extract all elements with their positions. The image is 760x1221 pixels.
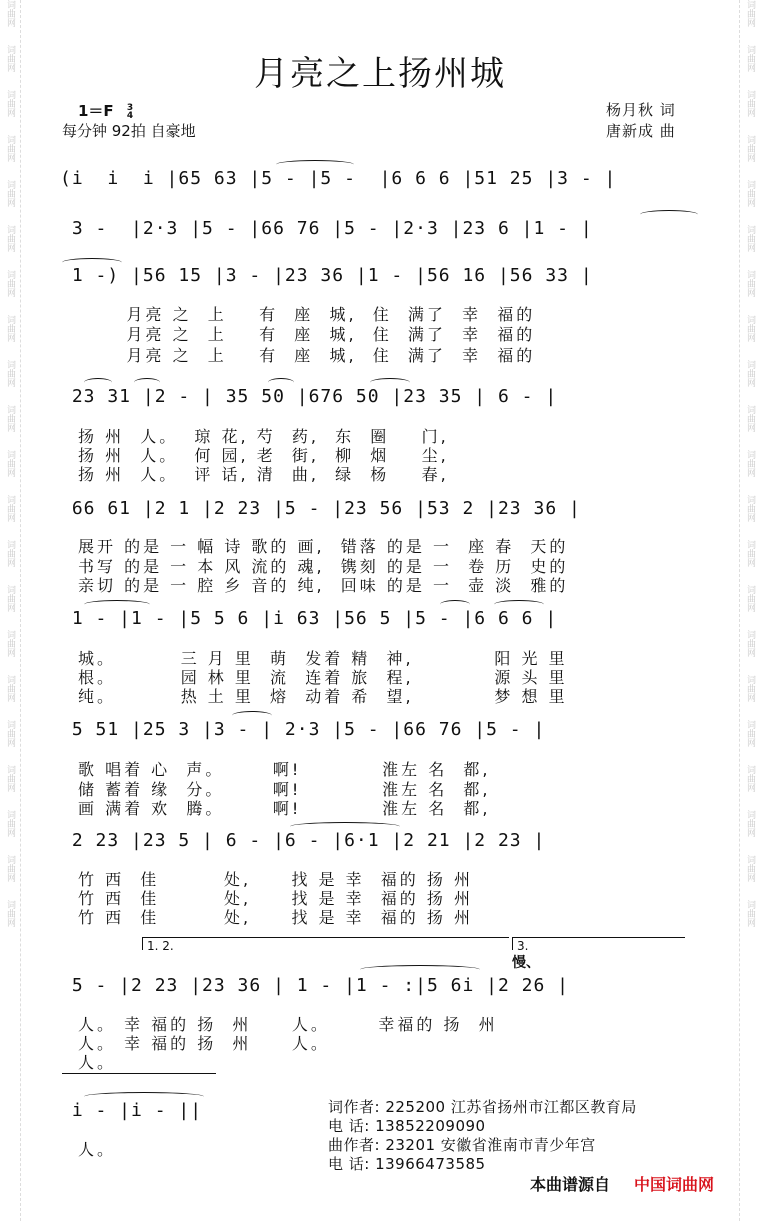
- lyric-row: 竹 西 佳 处, 找 是 幸 福的 扬 州: [78, 908, 473, 927]
- lyricist: 杨月秋 词: [606, 101, 676, 119]
- watermark-mark: 词曲网: [745, 450, 755, 477]
- lyric-row: 书写 的是 一 本 风 流的 魂, 镌刻 的是 一 卷 历 史的: [78, 557, 569, 576]
- notation-row: 5 - |2 23 |23 36 | 1 - |1 - :|5 6i |2 26 |: [60, 975, 569, 996]
- lyric-row: 人。 幸 福的 扬 州 人。 幸福的 扬 州: [78, 1015, 498, 1034]
- watermark-mark: 词曲网: [5, 0, 15, 27]
- watermark-mark: 词曲网: [5, 45, 15, 72]
- contact-info: [328, 1098, 637, 1174]
- meter-bottom: 4: [126, 110, 134, 121]
- lyric-row: 纯。 热 土 里 熔 动着 希 望, 梦 想 里: [78, 687, 568, 706]
- slur: [268, 378, 294, 387]
- notation-row: 3 - |2·3 |5 - |66 76 |5 - |2·3 |23 6 |1 - |: [60, 218, 593, 239]
- slur: [84, 1092, 204, 1101]
- watermark-mark: 词曲网: [5, 540, 15, 567]
- watermark-mark: 词曲网: [5, 495, 15, 522]
- slur: [84, 600, 150, 609]
- source-brand-link[interactable]: 中国词曲网: [634, 1175, 715, 1194]
- watermark-mark: 词曲网: [745, 495, 755, 522]
- watermark-mark: 词曲网: [5, 720, 15, 747]
- watermark-mark: 词曲网: [745, 0, 755, 27]
- lyric-row: 月亮 之 上 有 座 城, 住 满了 幸 福的: [78, 305, 536, 324]
- watermark-mark: 词曲网: [745, 720, 755, 747]
- slur: [640, 210, 698, 219]
- notation-row: 1 - |1 - |5 5 6 |i 63 |56 5 |5 - |6 6 6 |: [60, 608, 558, 629]
- composer-contact: 曲作者: 23201 安徽省淮南市青少年宫: [328, 1136, 596, 1154]
- watermark-mark: 词曲网: [745, 135, 755, 162]
- volta-third-ending: 3.: [512, 937, 685, 950]
- watermark-mark: 词曲网: [5, 405, 15, 432]
- song-title: 月亮之上扬州城: [254, 54, 506, 94]
- slur: [440, 600, 470, 609]
- watermark-mark: 词曲网: [745, 855, 755, 882]
- staff-line: [62, 1073, 216, 1074]
- lyric-row: 储 蓄着 缘 分。 啊! 淮左 名 都,: [78, 780, 491, 799]
- lyric-row: 月亮 之 上 有 座 城, 住 满了 幸 福的: [78, 325, 536, 344]
- watermark-strip-right: [739, 0, 760, 1221]
- lyric-row: 城。 三 月 里 萌 发着 精 神, 阳 光 里: [78, 649, 568, 668]
- watermark-mark: 词曲网: [5, 135, 15, 162]
- lyric-row: 竹 西 佳 处, 找 是 幸 福的 扬 州: [78, 889, 473, 908]
- slur: [276, 160, 354, 169]
- notation-row: 2 23 |23 5 | 6 - |6 - |6·1 |2 21 |2 23 |: [60, 830, 546, 851]
- watermark-mark: 词曲网: [5, 360, 15, 387]
- notation-row: (i i i |65 63 |5 - |5 - |6 6 6 |51 25 |3 - |: [60, 168, 617, 189]
- watermark-mark: 词曲网: [5, 450, 15, 477]
- watermark-mark: 词曲网: [745, 585, 755, 612]
- tempo-marking: 每分钟 92拍 自豪地: [62, 122, 196, 140]
- notation-row: 66 61 |2 1 |2 23 |5 - |23 56 |53 2 |23 36 |: [60, 498, 581, 519]
- source-label: 本曲谱源自: [530, 1175, 611, 1194]
- slur: [134, 378, 160, 387]
- watermark-mark: 词曲网: [745, 225, 755, 252]
- lyric-row: 扬 州 人。 何 园, 老 街, 柳 烟 尘,: [78, 446, 449, 465]
- watermark-mark: 词曲网: [5, 270, 15, 297]
- lyricist-phone: 电 话: 13852209090: [328, 1117, 486, 1135]
- key-label: 1＝F: [78, 102, 114, 120]
- watermark-mark: 词曲网: [5, 585, 15, 612]
- watermark-mark: 词曲网: [745, 45, 755, 72]
- key-signature: [78, 100, 133, 121]
- watermark-mark: 词曲网: [745, 405, 755, 432]
- volta-first-ending: 1. 2.: [142, 937, 509, 950]
- slur: [62, 258, 122, 267]
- notation-row: 5 51 |25 3 |3 - | 2·3 |5 - |66 76 |5 - |: [60, 719, 546, 740]
- lyric-row: 人。 幸 福的 扬 州 人。: [78, 1034, 330, 1053]
- watermark-mark: 词曲网: [5, 675, 15, 702]
- lyric-row: 人。: [78, 1053, 117, 1072]
- credits: [606, 100, 676, 142]
- slur: [290, 822, 400, 831]
- watermark-mark: 词曲网: [5, 765, 15, 792]
- watermark-mark: 词曲网: [5, 630, 15, 657]
- time-signature: [127, 104, 133, 120]
- watermark-strip-left: [0, 0, 21, 1221]
- watermark-mark: 词曲网: [745, 675, 755, 702]
- composer: 唐新成 曲: [606, 122, 676, 140]
- slur: [360, 965, 480, 974]
- slur: [370, 378, 410, 387]
- lyricist-contact: 词作者: 225200 江苏省扬州市江都区教育局: [328, 1098, 637, 1116]
- lyric-row: 展开 的是 一 幅 诗 歌的 画, 错落 的是 一 座 春 天的: [78, 537, 569, 556]
- watermark-mark: 词曲网: [745, 180, 755, 207]
- lyric-row: 扬 州 人。 琼 花, 芍 药, 东 圈 门,: [78, 427, 449, 446]
- tempo-slow-mark: 慢、: [512, 955, 540, 971]
- watermark-mark: 词曲网: [745, 900, 755, 927]
- lyric-row: 月亮 之 上 有 座 城, 住 满了 幸 福的: [78, 346, 536, 365]
- slur: [232, 711, 272, 720]
- watermark-mark: 词曲网: [5, 90, 15, 117]
- watermark-mark: 词曲网: [745, 630, 755, 657]
- watermark-mark: 词曲网: [745, 270, 755, 297]
- source-credit: [530, 1172, 714, 1195]
- watermark-mark: 词曲网: [5, 810, 15, 837]
- lyric-row: 歌 唱着 心 声。 啊! 淮左 名 都,: [78, 760, 491, 779]
- notation-row: 1 -) |56 15 |3 - |23 36 |1 - |56 16 |56 33 |: [60, 265, 593, 286]
- watermark-mark: 词曲网: [5, 315, 15, 342]
- slur: [494, 600, 544, 609]
- notation-row: i - |i - ||: [60, 1100, 203, 1121]
- lyric-row: 亲切 的是 一 腔 乡 音的 纯, 回味 的是 一 壶 淡 雅的: [78, 576, 569, 595]
- meter-top: 3: [126, 102, 134, 113]
- watermark-mark: 词曲网: [745, 315, 755, 342]
- slur: [84, 378, 112, 387]
- lyric-row: 画 满着 欢 腾。 啊! 淮左 名 都,: [78, 799, 491, 818]
- watermark-mark: 词曲网: [5, 900, 15, 927]
- lyric-row: 人。: [78, 1140, 117, 1159]
- watermark-mark: 词曲网: [5, 180, 15, 207]
- lyric-row: 根。 园 林 里 流 连着 旅 程, 源 头 里: [78, 668, 568, 687]
- lyric-row: 扬 州 人。 评 话, 清 曲, 绿 杨 春,: [78, 465, 449, 484]
- watermark-mark: 词曲网: [5, 225, 15, 252]
- notation-row: 23 31 |2 - | 35 50 |676 50 |23 35 | 6 - |: [60, 386, 558, 407]
- watermark-mark: 词曲网: [745, 90, 755, 117]
- watermark-mark: 词曲网: [745, 765, 755, 792]
- watermark-mark: 词曲网: [745, 810, 755, 837]
- composer-phone: 电 话: 13966473585: [328, 1155, 486, 1173]
- watermark-mark: 词曲网: [745, 540, 755, 567]
- watermark-mark: 词曲网: [5, 855, 15, 882]
- lyric-row: 竹 西 佳 处, 找 是 幸 福的 扬 州: [78, 870, 473, 889]
- watermark-mark: 词曲网: [745, 360, 755, 387]
